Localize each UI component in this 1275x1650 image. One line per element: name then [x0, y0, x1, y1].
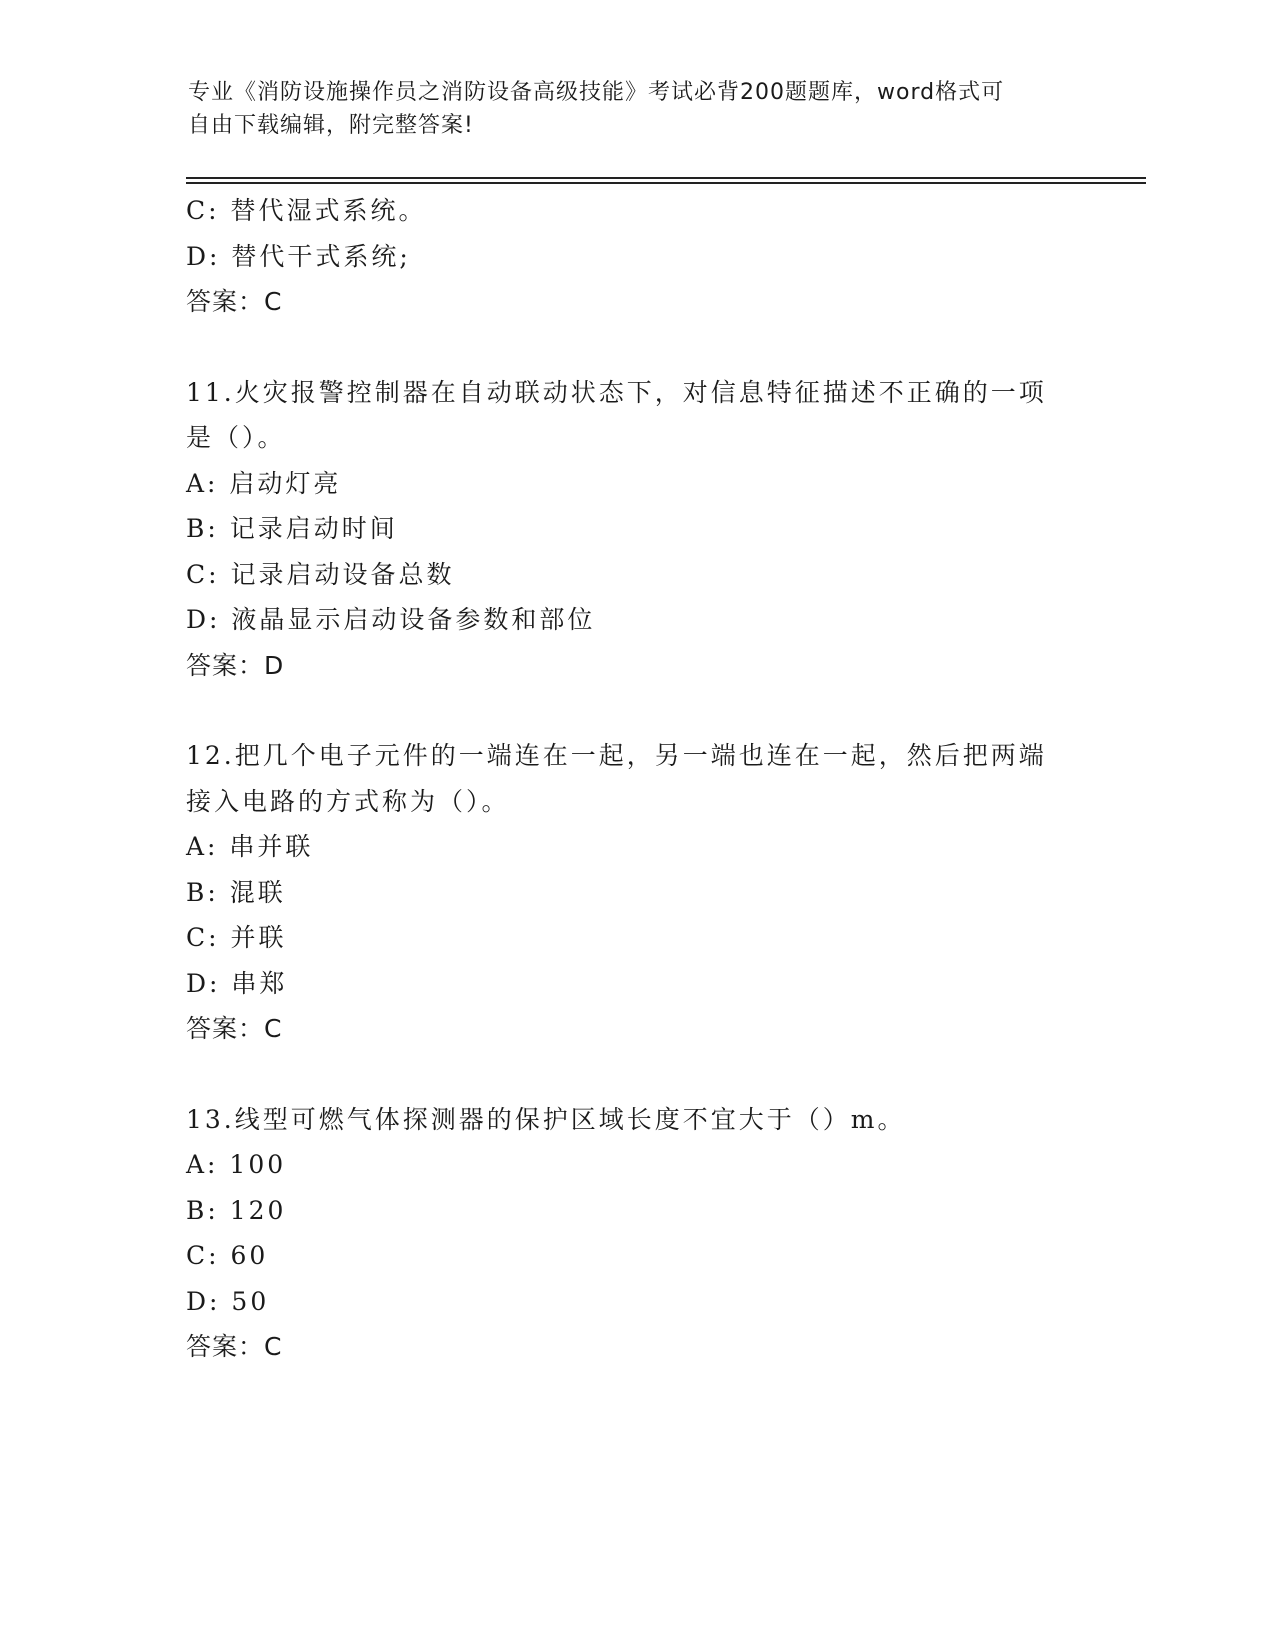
question-stem-line: 是（）。 [186, 423, 286, 452]
option-b: B: 混联 [186, 877, 286, 907]
option-c: C: 并联 [186, 923, 287, 952]
option-c: C: 记录启动设备总数 [186, 559, 455, 589]
document-header [188, 76, 1068, 142]
question-13 [186, 1097, 1086, 1370]
option-d: D: 液晶显示启动设备参数和部位 [186, 605, 596, 634]
option-a: A: 100 [186, 1150, 287, 1179]
question-stem-line: 接入电路的方式称为（）。 [186, 786, 510, 816]
answer-line: 答案：C [186, 1332, 283, 1361]
previous-question-tail [186, 188, 1086, 325]
option-c: C: 60 [186, 1241, 269, 1270]
option-b: B: 记录启动时间 [186, 514, 398, 543]
option-d: D: 50 [186, 1286, 270, 1316]
header-title-line-1: 专业《消防设施操作员之消防设备高级技能》考试必背200题题库，word格式可 [188, 80, 1005, 105]
header-divider-bottom [186, 182, 1146, 184]
option-b: B: 120 [186, 1195, 287, 1225]
question-stem-line: 11.火灾报警控制器在自动联动状态下，对信息特征描述不正确的一项 [186, 377, 1047, 407]
question-11 [186, 370, 1086, 689]
answer-line: 答案：C [186, 1014, 283, 1043]
option-d: D: 替代干式系统; [186, 241, 411, 271]
option-a: A: 启动灯亮 [186, 468, 342, 498]
question-list [186, 188, 1086, 1370]
option-a: A: 串并联 [186, 832, 314, 861]
question-12 [186, 733, 1086, 1052]
option-c: C: 替代湿式系统。 [186, 196, 427, 225]
answer-line: 答案：C [186, 287, 283, 316]
header-divider-top [186, 177, 1146, 179]
answer-line: 答案：D [186, 650, 285, 680]
header-title-line-2: 自由下载编辑，附完整答案! [188, 113, 474, 138]
option-d: D: 串郑 [186, 968, 288, 998]
question-stem-line: 13.线型可燃气体探测器的保护区域长度不宜大于（）m。 [186, 1104, 906, 1134]
question-stem-line: 12.把几个电子元件的一端连在一起，另一端也连在一起，然后把两端 [186, 741, 1047, 770]
